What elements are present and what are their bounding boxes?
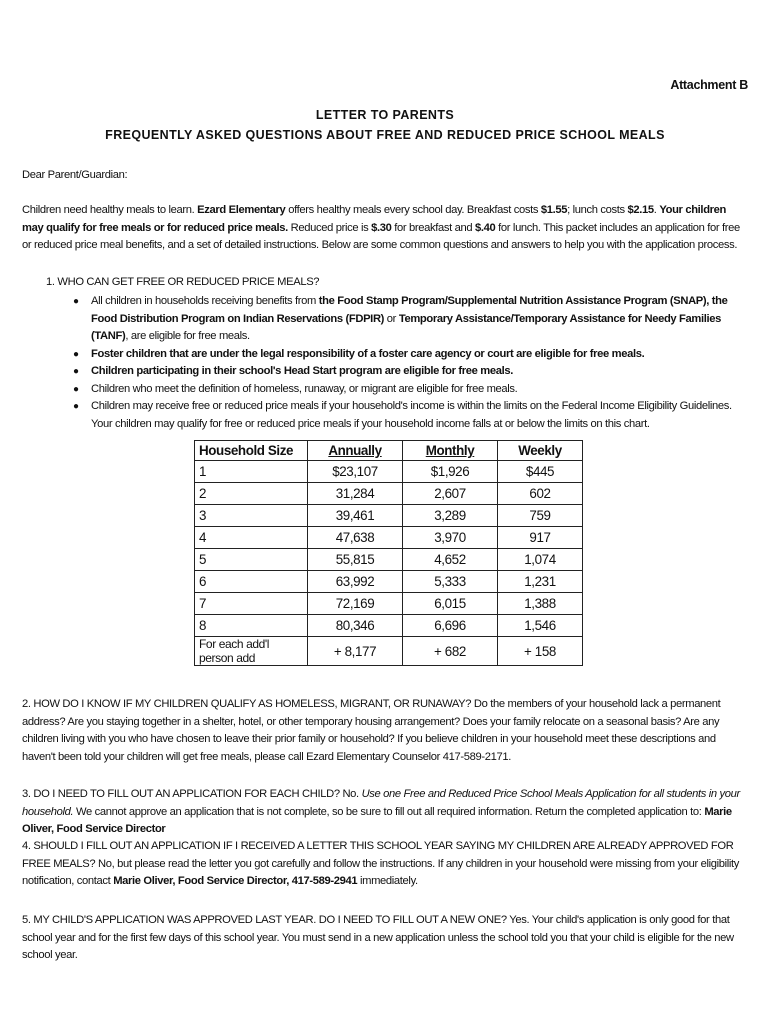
contact-name-phone: Marie Oliver, Food Service Director, 417-589-2941	[113, 875, 358, 887]
table-row	[195, 571, 583, 593]
letter-subtitle: FREQUENTLY ASKED QUESTIONS ABOUT FREE AND REDUCED PRICE SCHOOL MEALS	[105, 128, 665, 142]
list-item: ● All children in households receiving benefits from the Food Stamp Program/Supplemental Nutrition Assistance Program (SNAP), the Food Distribution Program on Indian Reservations (FDPIR) or Temporary Assistance/Temporary Assistance for Needy Families (TANF), are eligible for free meals.	[73, 295, 728, 342]
cell-annual: 55,815	[308, 549, 403, 571]
intro-text: Children need healthy meals to learn.	[22, 204, 198, 216]
intro-text: for breakfast and	[391, 221, 476, 234]
cell-monthly: 3,970	[403, 527, 498, 549]
reduced-lunch-cost: $.40	[475, 221, 496, 234]
cell-annual: 63,992	[308, 571, 403, 593]
bullet-icon: ●	[73, 383, 79, 395]
table-row	[195, 615, 583, 637]
cell-weekly: 1,231	[498, 571, 583, 593]
list-item: ● Foster children that are under the legal responsibility of a foster care agency or court are eligible for free meals.	[70, 346, 750, 364]
table-row	[195, 461, 583, 483]
question-1-heading: 1. WHO CAN GET FREE OR REDUCED PRICE MEALS?	[46, 276, 320, 288]
intro-text: Reduced price is	[287, 221, 372, 234]
cell-monthly: 6,015	[403, 593, 498, 615]
intro-text: ; lunch costs	[567, 204, 628, 216]
attachment-label: Attachment B	[670, 78, 748, 92]
cell-weekly: + 158	[498, 637, 583, 666]
contact-name: Marie Oliver, Food Service Director	[22, 805, 732, 835]
cell-size: 3	[195, 505, 308, 527]
income-guidelines-table	[194, 440, 583, 666]
breakfast-cost: $1.55	[540, 204, 568, 216]
cell-size: 8	[195, 615, 308, 637]
table-row	[195, 505, 583, 527]
cell-annual: 39,461	[308, 505, 403, 527]
cell-annual: 80,346	[308, 615, 403, 637]
header-household-size: Household Size	[195, 441, 308, 461]
cell-size: 7	[195, 593, 308, 615]
cell-annual: 72,169	[308, 593, 403, 615]
cell-weekly: 917	[498, 527, 583, 549]
letter-title: LETTER TO PARENTS	[315, 108, 455, 122]
cell-size: 6	[195, 571, 308, 593]
table-row	[195, 549, 583, 571]
greeting: Dear Parent/Guardian:	[22, 169, 128, 181]
cell-monthly: 3,289	[403, 505, 498, 527]
cell-monthly: 2,607	[403, 483, 498, 505]
cell-monthly: 6,696	[403, 615, 498, 637]
programs-list: the Food Stamp Program/Supplemental Nutrition Assistance Program (SNAP), the Food Distribution Program on Indian Reservations (FDPIR)	[91, 295, 728, 325]
bullet-icon: ●	[73, 401, 79, 412]
cell-weekly: 602	[498, 483, 583, 505]
list-item: ● Children who meet the definition of homeless, runaway, or migrant are eligible for free meals.	[70, 381, 750, 399]
table-header-row	[195, 441, 583, 461]
cell-size: 4	[195, 527, 308, 549]
intro-paragraph	[22, 202, 750, 255]
cell-annual: + 8,177	[308, 637, 403, 666]
cell-annual: $23,107	[308, 461, 403, 483]
intro-text: for lunch. This packet includes an application for free or reduced price meal benefits, and a set of detailed instructions. Below are some common questions and answers to help you with the application process.	[22, 221, 740, 251]
bullet-icon: ●	[73, 296, 79, 307]
cell-weekly: 1,388	[498, 593, 583, 615]
intro-text: .	[653, 204, 660, 216]
question-4: 4. SHOULD I FILL OUT AN APPLICATION IF I RECEIVED A LETTER THIS SCHOOL YEAR SAYING MY CHILDREN ARE ALREADY APPROVED FOR FREE MEALS? No, but please read the letter you got carefully and follow the instructions. If any children in your household were missing from your eligibility notification, contact Marie Oliver, Food Service Director, 417-589-2941 immediately.	[22, 840, 740, 887]
cell-weekly: $445	[498, 461, 583, 483]
table-row	[195, 593, 583, 615]
cell-size: 5	[195, 549, 308, 571]
list-item: ● Children may receive free or reduced price meals if your household's income is within the limits on the Federal Income Eligibility Guidelines. Your children may qualify for free or reduced price meals if your household income falls at or below the limits on this chart.	[73, 400, 732, 430]
header-annually: Annually	[308, 441, 403, 461]
question-2: 2. HOW DO I KNOW IF MY CHILDREN QUALIFY AS HOMELESS, MIGRANT, OR RUNAWAY? Do the members of your household lack a permanent address? Are you staying together in a shelter, hotel, or other temporary housing arrangement? Does your family relocate on a seasonal basis? Are any children living with you who have chosen to leave their prior family or household? If you believe children in your household meet these descriptions and haven't been told your children will get free meals, please call Ezard Elementary Counselor 417-589-2171.	[22, 698, 721, 763]
cell-annual: 47,638	[308, 527, 403, 549]
cell-size: 2	[195, 483, 308, 505]
reduced-breakfast-cost: $.30	[371, 221, 392, 234]
header-monthly: Monthly	[403, 441, 498, 461]
cell-weekly: 759	[498, 505, 583, 527]
bullet-icon: ●	[73, 348, 79, 360]
table-row	[195, 637, 583, 666]
intro-text: offers healthy meals every school day. Breakfast costs	[285, 204, 541, 216]
cell-monthly: 4,652	[403, 549, 498, 571]
cell-weekly: 1,074	[498, 549, 583, 571]
cell-size: 1	[195, 461, 308, 483]
bullet-icon: ●	[73, 366, 79, 377]
cell-monthly: + 682	[403, 637, 498, 666]
header-weekly: Weekly	[498, 441, 583, 461]
table-row	[195, 527, 583, 549]
cell-monthly: 5,333	[403, 571, 498, 593]
list-item: ● Children participating in their school's Head Start program are eligible for free meals.	[70, 363, 750, 381]
cell-monthly: $1,926	[403, 461, 498, 483]
one-application-note: Use one Free and Reduced Price School Meals Application for all students in your household.	[22, 788, 740, 818]
question-5: 5. MY CHILD'S APPLICATION WAS APPROVED LAST YEAR. DO I NEED TO FILL OUT A NEW ONE? Yes. Your child's application is only good for that school year and for the first few days of this school year. You must send in a new application unless the school told you that your child is eligible for the new school year.	[22, 914, 734, 961]
lunch-cost: $2.15	[627, 204, 654, 216]
school-name: Ezard Elementary	[197, 204, 286, 216]
table-row	[195, 483, 583, 505]
qualify-statement: Your children may qualify for free meals or for reduced price meals.	[22, 204, 727, 234]
cell-weekly: 1,546	[498, 615, 583, 637]
tanf-program: Temporary Assistance/Temporary Assistance for Needy Families (TANF)	[91, 312, 722, 342]
question-3: 3. DO I NEED TO FILL OUT AN APPLICATION FOR EACH CHILD? No. Use one Free and Reduced Price School Meals Application for all students in your household. We cannot approve an application that is not complete, so be sure to fill out all required information. Return the completed application to: Marie Oliver, Food Service Director	[22, 788, 740, 835]
cell-size: For each add'l person add	[195, 637, 308, 666]
eligibility-list	[70, 293, 750, 433]
cell-annual: 31,284	[308, 483, 403, 505]
